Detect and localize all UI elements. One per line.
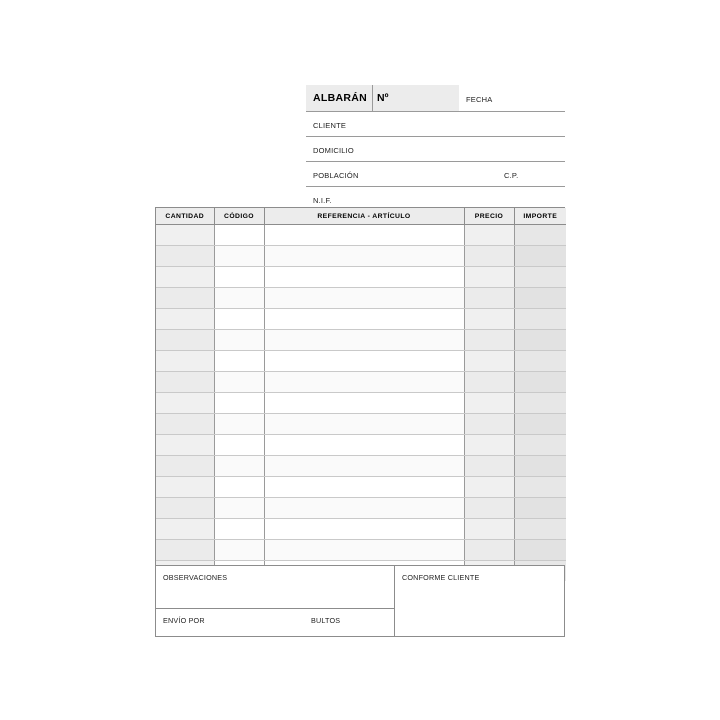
cell-referencia[interactable] — [264, 540, 464, 561]
column-header-precio: PRECIO — [464, 208, 514, 225]
cell-cantidad[interactable] — [156, 288, 214, 309]
cell-importe[interactable] — [514, 267, 566, 288]
cell-cantidad[interactable] — [156, 267, 214, 288]
cell-precio[interactable] — [464, 519, 514, 540]
cell-referencia[interactable] — [264, 519, 464, 540]
conforme-cliente-box[interactable] — [394, 565, 565, 637]
cell-referencia[interactable] — [264, 477, 464, 498]
cell-codigo[interactable] — [214, 225, 264, 246]
cell-cantidad[interactable] — [156, 246, 214, 267]
cell-precio[interactable] — [464, 540, 514, 561]
nif-label: N.I.F. — [313, 196, 332, 205]
column-header-codigo: CÓDIGO — [214, 208, 264, 225]
table-row[interactable] — [156, 309, 566, 330]
cell-precio[interactable] — [464, 372, 514, 393]
cell-cantidad[interactable] — [156, 477, 214, 498]
cell-codigo[interactable] — [214, 540, 264, 561]
cell-referencia[interactable] — [264, 456, 464, 477]
table-row[interactable] — [156, 351, 566, 372]
envio-box[interactable] — [155, 608, 395, 637]
cell-importe[interactable] — [514, 309, 566, 330]
cell-importe[interactable] — [514, 477, 566, 498]
cell-importe[interactable] — [514, 414, 566, 435]
cell-cantidad[interactable] — [156, 309, 214, 330]
cliente-label: CLIENTE — [313, 121, 347, 130]
observaciones-label: OBSERVACIONES — [163, 573, 228, 582]
cell-importe[interactable] — [514, 351, 566, 372]
cell-precio[interactable] — [464, 477, 514, 498]
cell-codigo[interactable] — [214, 435, 264, 456]
cell-importe[interactable] — [514, 456, 566, 477]
cell-precio[interactable] — [464, 414, 514, 435]
cell-codigo[interactable] — [214, 288, 264, 309]
cell-cantidad[interactable] — [156, 225, 214, 246]
cell-referencia[interactable] — [264, 309, 464, 330]
cell-referencia[interactable] — [264, 393, 464, 414]
poblacion-label: POBLACIÓN — [313, 171, 359, 180]
cell-precio[interactable] — [464, 351, 514, 372]
cell-codigo[interactable] — [214, 414, 264, 435]
table-row[interactable] — [156, 330, 566, 351]
cell-cantidad[interactable] — [156, 414, 214, 435]
cell-codigo[interactable] — [214, 372, 264, 393]
table-row[interactable] — [156, 393, 566, 414]
cell-cantidad[interactable] — [156, 456, 214, 477]
cell-precio[interactable] — [464, 288, 514, 309]
table-header-row — [156, 208, 566, 225]
cell-cantidad[interactable] — [156, 393, 214, 414]
cell-cantidad[interactable] — [156, 519, 214, 540]
cell-importe[interactable] — [514, 435, 566, 456]
cell-importe[interactable] — [514, 372, 566, 393]
cell-precio[interactable] — [464, 330, 514, 351]
field-cliente[interactable] — [306, 112, 565, 137]
cell-importe[interactable] — [514, 498, 566, 519]
table-row[interactable] — [156, 519, 566, 540]
conforme-cliente-label: CONFORME CLIENTE — [402, 573, 480, 582]
cell-codigo[interactable] — [214, 519, 264, 540]
cell-codigo[interactable] — [214, 246, 264, 267]
table-row[interactable] — [156, 498, 566, 519]
cell-codigo[interactable] — [214, 309, 264, 330]
cell-cantidad[interactable] — [156, 330, 214, 351]
cell-codigo[interactable] — [214, 477, 264, 498]
document-footer — [155, 565, 565, 637]
cell-precio[interactable] — [464, 267, 514, 288]
table-row[interactable] — [156, 477, 566, 498]
cell-referencia[interactable] — [264, 288, 464, 309]
table-row[interactable] — [156, 540, 566, 561]
table-row[interactable] — [156, 246, 566, 267]
table-row[interactable] — [156, 435, 566, 456]
document-title: ALBARÁN — [313, 92, 368, 104]
cell-referencia[interactable] — [264, 498, 464, 519]
cell-codigo[interactable] — [214, 498, 264, 519]
column-header-importe: IMPORTE — [514, 208, 566, 225]
cell-precio[interactable] — [464, 309, 514, 330]
field-domicilio[interactable] — [306, 137, 565, 162]
cell-codigo[interactable] — [214, 351, 264, 372]
cell-referencia[interactable] — [264, 435, 464, 456]
albaran-divider — [372, 85, 373, 111]
cell-precio[interactable] — [464, 246, 514, 267]
fecha-label: FECHA — [466, 95, 493, 104]
cell-precio[interactable] — [464, 393, 514, 414]
bultos-label: BULTOS — [311, 616, 341, 625]
items-table — [155, 207, 565, 582]
cell-cantidad[interactable] — [156, 435, 214, 456]
column-header-referencia: REFERENCIA - ARTÍCULO — [264, 208, 464, 225]
domicilio-label: DOMICILIO — [313, 146, 354, 155]
cell-referencia[interactable] — [264, 225, 464, 246]
cell-cantidad[interactable] — [156, 498, 214, 519]
document-header — [306, 85, 565, 212]
table-row[interactable] — [156, 456, 566, 477]
cell-precio[interactable] — [464, 498, 514, 519]
cell-cantidad[interactable] — [156, 351, 214, 372]
cell-importe[interactable] — [514, 246, 566, 267]
cell-referencia[interactable] — [264, 351, 464, 372]
cell-importe[interactable] — [514, 519, 566, 540]
envio-label: ENVÍO POR — [163, 616, 205, 625]
cell-codigo[interactable] — [214, 456, 264, 477]
cell-codigo[interactable] — [214, 267, 264, 288]
cell-cantidad[interactable] — [156, 540, 214, 561]
table-row[interactable] — [156, 288, 566, 309]
table-row[interactable] — [156, 414, 566, 435]
cell-codigo[interactable] — [214, 393, 264, 414]
table-row[interactable] — [156, 267, 566, 288]
header-title-row — [306, 85, 565, 112]
cell-importe[interactable] — [514, 540, 566, 561]
observaciones-box[interactable] — [155, 565, 395, 609]
table-row[interactable] — [156, 372, 566, 393]
cell-referencia[interactable] — [264, 330, 464, 351]
cell-referencia[interactable] — [264, 414, 464, 435]
cell-cantidad[interactable] — [156, 372, 214, 393]
cell-importe[interactable] — [514, 288, 566, 309]
column-header-cantidad: CANTIDAD — [156, 208, 214, 225]
cp-label: C.P. — [504, 171, 519, 180]
cell-precio[interactable] — [464, 456, 514, 477]
albaran-number-label: Nº — [377, 92, 389, 104]
cell-codigo[interactable] — [214, 330, 264, 351]
cell-referencia[interactable] — [264, 246, 464, 267]
cell-referencia[interactable] — [264, 372, 464, 393]
cell-precio[interactable] — [464, 435, 514, 456]
cell-importe[interactable] — [514, 225, 566, 246]
cell-precio[interactable] — [464, 225, 514, 246]
cell-importe[interactable] — [514, 330, 566, 351]
cell-importe[interactable] — [514, 393, 566, 414]
cell-referencia[interactable] — [264, 267, 464, 288]
table-row[interactable] — [156, 225, 566, 246]
field-poblacion[interactable] — [306, 162, 565, 187]
